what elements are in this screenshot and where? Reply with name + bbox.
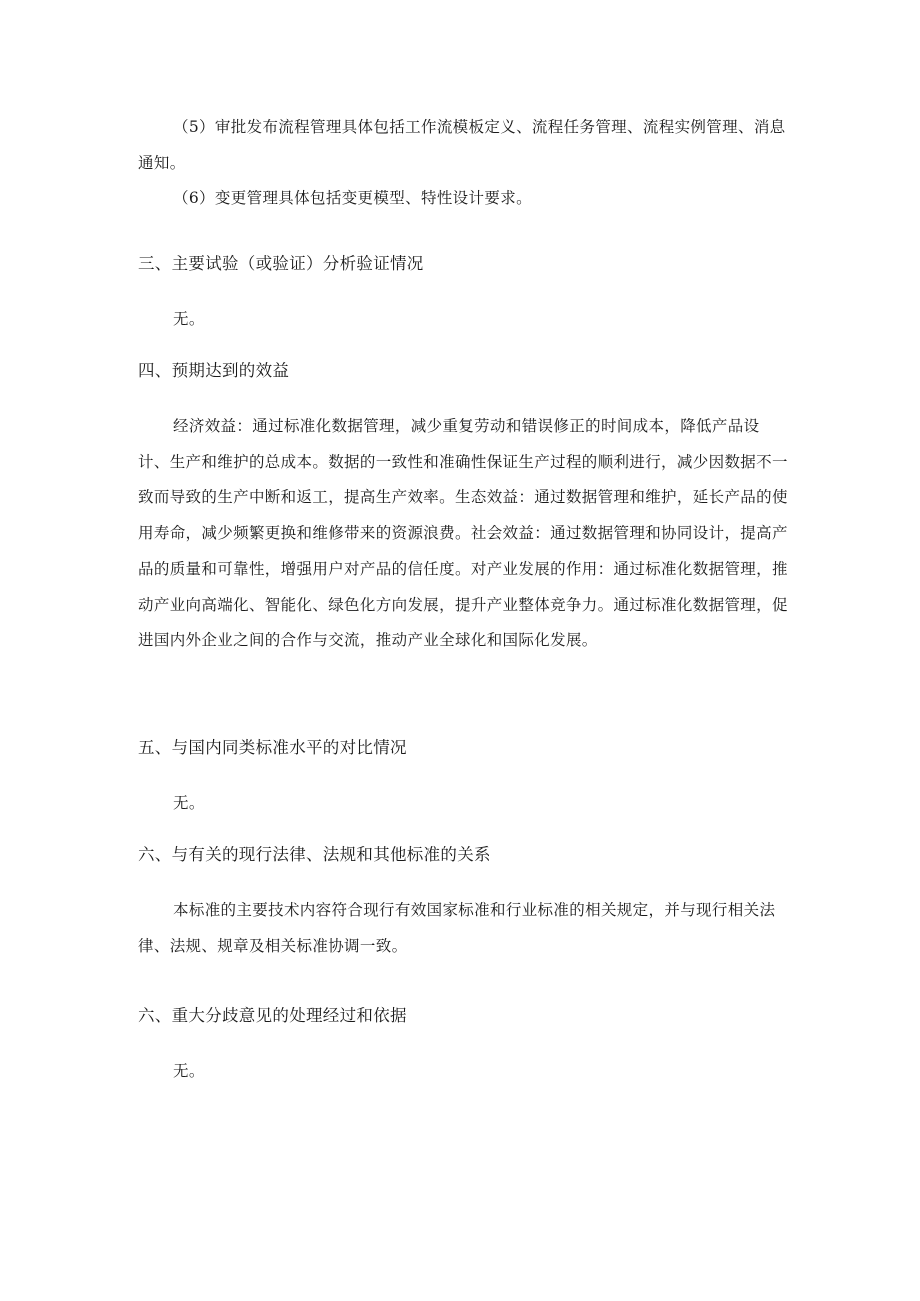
section-heading-6-disputes: 六、重大分歧意见的处理经过和依据 [138,1006,407,1025]
section-body-5: 无。 [173,794,205,812]
list-item-6: （6）变更管理具体包括变更模型、特性设计要求。 [173,189,532,207]
section-heading-5: 五、与国内同类标准水平的对比情况 [138,738,407,757]
section-body-6-disputes: 无。 [173,1062,205,1080]
section-body-3: 无。 [173,310,205,328]
list-item-5: （5）审批发布流程管理具体包括工作流模板定义、流程任务管理、流程实例管理、消息通知。 [138,118,786,172]
section-body-6-relations: 本标准的主要技术内容符合现行有效国家标准和行业标准的相关规定，并与现行相关法律、法规、规章及相关标准协调一致。 [138,901,776,955]
section-body-4: 经济效益：通过标准化数据管理，减少重复劳动和错误修正的时间成本，降低产品设计、生产和维护的总成本。数据的一致性和准确性保证生产过程的顺利进行，减少因数据不一致而导致的生产中断和返工，提高生产效率。生态效益：通过数据管理和维护，延长产品的使用寿命，减少频繁更换和维修带来的资源浪费。社会效益：通过数据管理和协同设计，提高产品的质量和可靠性，增强用户对产品的信任度。对产业发展的作用：通过标准化数据管理，推动产业向高端化、智能化、绿色化方向发展，提升产业整体竞争力。通过标准化数据管理，促进国内外企业之间的合作与交流，推动产业全球化和国际化发展。 [138,417,788,650]
section-heading-3: 三、主要试验（或验证）分析验证情况 [138,254,424,273]
section-heading-6-relations: 六、与有关的现行法律、法规和其他标准的关系 [138,845,491,864]
section-heading-4: 四、预期达到的效益 [138,361,290,380]
